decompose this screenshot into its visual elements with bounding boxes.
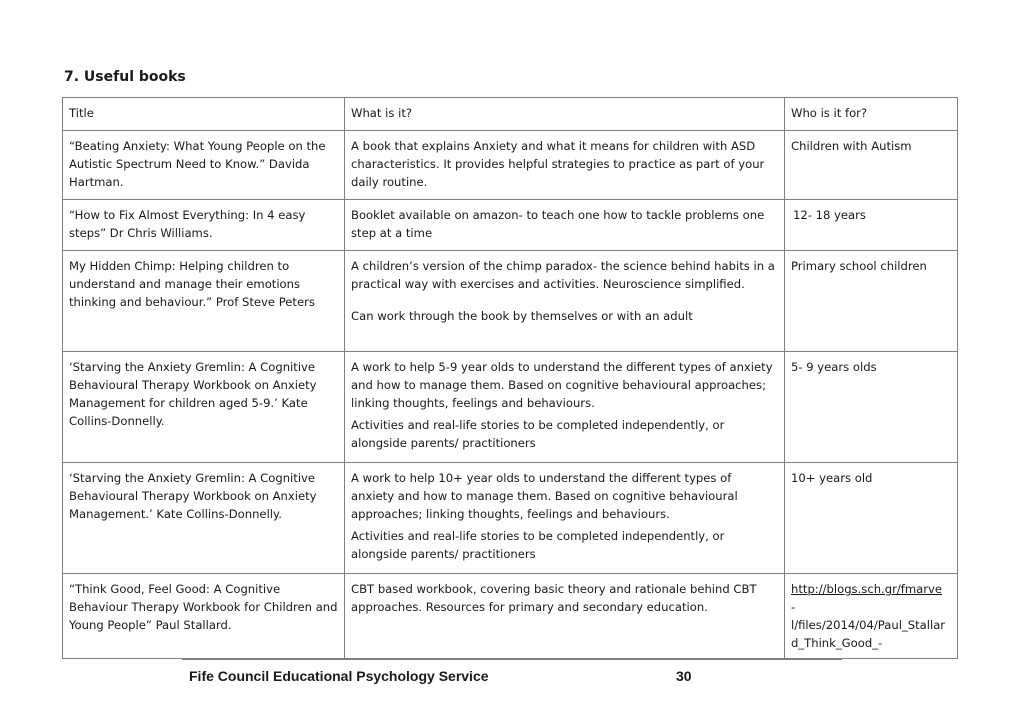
table-header-row: [63, 98, 958, 131]
header-what: What is it?: [345, 98, 785, 131]
footer-organisation: Fife Council Educational Psychology Service: [189, 668, 489, 684]
useful-books-table: [62, 97, 958, 659]
description-text: Can work through the book by themselves or with an adult: [351, 309, 693, 323]
description-text: A book that explains Anxiety and what it means for children with ASD characteristics. It provides helpful strategies to practice as part of your daily routine.: [351, 139, 765, 189]
header-title: Title: [63, 98, 345, 131]
footer-divider: [182, 659, 842, 660]
description-text: Booklet available on amazon- to teach one how to tackle problems one step at a time: [351, 208, 765, 240]
book-audience: Primary school children: [785, 251, 958, 352]
book-description: [345, 200, 785, 251]
description-text: Activities and real-life stories to be completed independently, or alongside parents/ practitioners: [351, 529, 725, 561]
resource-link-rest[interactable]: l/files/2014/04/Paul_Stallard_Think_Good_-: [791, 618, 946, 650]
book-title: “Beating Anxiety: What Young People on the Autistic Spectrum Need to Know.” Davida Hartman.: [63, 131, 345, 200]
book-audience: [785, 200, 958, 251]
page-number: 30: [676, 668, 692, 684]
book-description: [345, 574, 785, 659]
book-audience: 5- 9 years olds: [785, 352, 958, 463]
description-text: A work to help 10+ year olds to understand the different types of anxiety and how to manage them. Based on cognitive behavioural approaches; linking thoughts, feelings and behaviours.: [351, 471, 738, 521]
section-heading: 7. Useful books: [64, 69, 186, 85]
description-text: CBT based workbook, covering basic theory and rationale behind CBT approaches. Resources for primary and secondary education.: [351, 582, 757, 614]
audience-text: 12- 18 years: [793, 208, 866, 222]
book-description: [345, 463, 785, 574]
table-row: [63, 131, 958, 200]
book-audience: 10+ years old: [785, 463, 958, 574]
book-audience: Children with Autism: [785, 131, 958, 200]
resource-link-continuation[interactable]: -: [791, 600, 796, 614]
table-row: [63, 251, 958, 352]
book-description: [345, 251, 785, 352]
table-row: [63, 200, 958, 251]
book-title: “How to Fix Almost Everything: In 4 easy steps” Dr Chris Williams.: [63, 200, 345, 251]
table-row: [63, 352, 958, 463]
table-row: [63, 463, 958, 574]
description-text: Activities and real-life stories to be completed independently, or alongside parents/ practitioners: [351, 418, 725, 450]
book-title: ‘Starving the Anxiety Gremlin: A Cognitive Behavioural Therapy Workbook on Anxiety Management for children aged 5-9.’ Kate Collins-Donnelly.: [63, 352, 345, 463]
book-title: “Think Good, Feel Good: A Cognitive Behaviour Therapy Workbook for Children and Young People” Paul Stallard.: [63, 574, 345, 659]
description-text: A children’s version of the chimp paradox- the science behind habits in a practical way with exercises and activities. Neuroscience simplified.: [351, 259, 775, 291]
header-who: Who is it for?: [785, 98, 958, 131]
book-title: ‘Starving the Anxiety Gremlin: A Cognitive Behavioural Therapy Workbook on Anxiety Management.’ Kate Collins-Donnelly.: [63, 463, 345, 574]
table-row: [63, 574, 958, 659]
book-description: [345, 131, 785, 200]
book-audience: [785, 574, 958, 659]
description-text: A work to help 5-9 year olds to understand the different types of anxiety and how to manage them. Based on cognitive behavioural approaches; linking thoughts, feelings and behaviours.: [351, 360, 773, 410]
resource-link[interactable]: http://blogs.sch.gr/fmarve: [791, 582, 942, 596]
book-title: My Hidden Chimp: Helping children to understand and manage their emotions thinking and behaviour.” Prof Steve Peters: [63, 251, 345, 352]
book-description: [345, 352, 785, 463]
